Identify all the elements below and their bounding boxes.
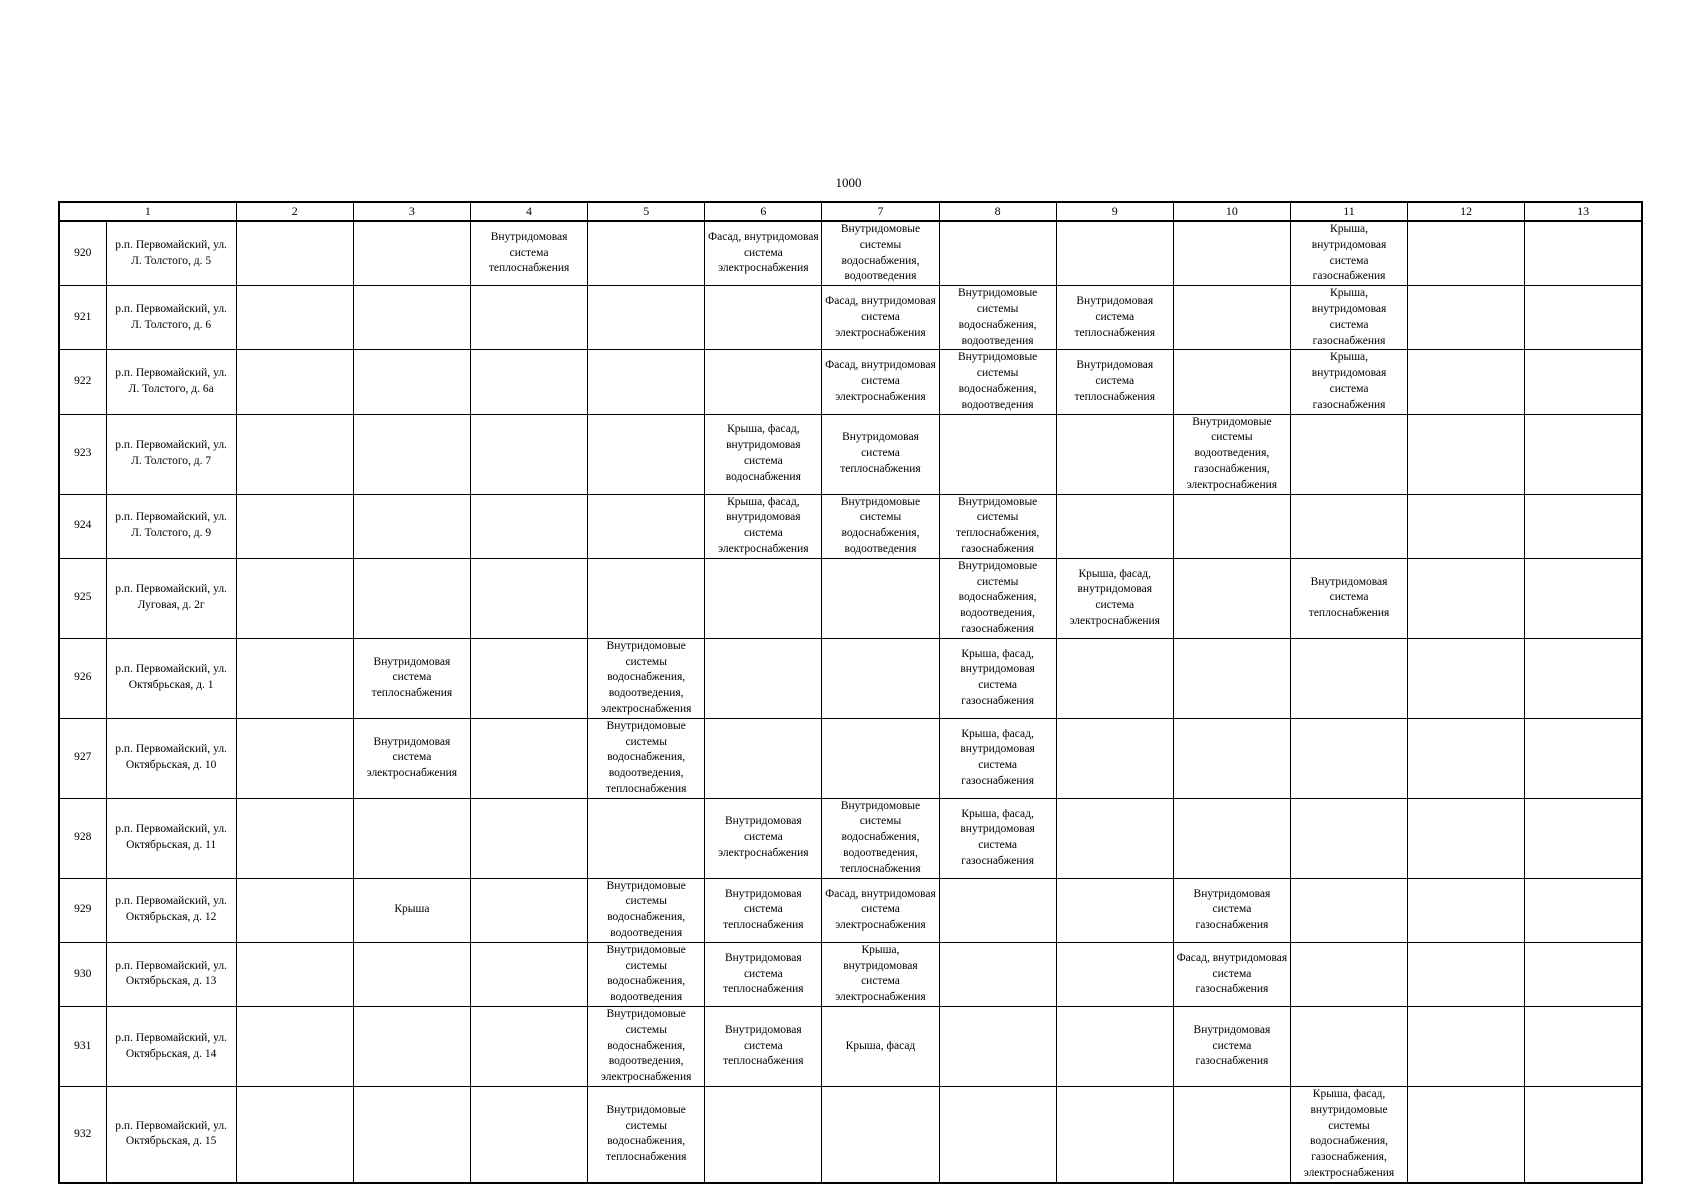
work-cell: Внутридомовые системы водоснабжения, водоотведения: [939, 286, 1056, 350]
work-cell: Крыша, фасад, внутридомовая система газоснабжения: [939, 638, 1056, 718]
row-number-cell: 929: [59, 878, 106, 942]
row-number-cell: 923: [59, 414, 106, 494]
work-cell: Внутридомовые системы водоснабжения, водоотведения: [588, 942, 705, 1006]
work-cell: [1290, 494, 1407, 558]
column-header: 4: [470, 202, 587, 221]
address-cell: р.п. Первомайский, ул. Октябрьская, д. 10: [106, 718, 236, 798]
row-number-cell: 924: [59, 494, 106, 558]
work-cell: [822, 1087, 939, 1183]
table-body: [59, 221, 1642, 1183]
work-cell: [705, 350, 822, 414]
work-cell: [822, 558, 939, 638]
work-cell: [236, 494, 353, 558]
work-cell: [1525, 942, 1642, 1006]
work-cell: Внутридомовые системы теплоснабжения, газоснабжения: [939, 494, 1056, 558]
work-cell: [1056, 494, 1173, 558]
work-cell: [236, 558, 353, 638]
table-row: [59, 1087, 1642, 1183]
address-cell: р.п. Первомайский, ул. Октябрьская, д. 1: [106, 638, 236, 718]
work-cell: [236, 638, 353, 718]
work-cell: [588, 414, 705, 494]
work-cell: [1056, 1007, 1173, 1087]
table-row: [59, 494, 1642, 558]
work-cell: [236, 942, 353, 1006]
work-cell: [236, 798, 353, 878]
work-cell: [353, 798, 470, 878]
address-cell: р.п. Первомайский, ул. Октябрьская, д. 13: [106, 942, 236, 1006]
work-cell: [705, 286, 822, 350]
work-cell: [1525, 558, 1642, 638]
work-cell: Крыша, фасад: [822, 1007, 939, 1087]
work-cell: Крыша, фасад, внутридомовая система водоснабжения: [705, 414, 822, 494]
address-cell: р.п. Первомайский, ул. Октябрьская, д. 12: [106, 878, 236, 942]
row-number-cell: 922: [59, 350, 106, 414]
table-row: [59, 638, 1642, 718]
work-cell: [353, 414, 470, 494]
work-cell: [1408, 798, 1525, 878]
work-cell: Крыша, фасад, внутридомовая система электроснабжения: [1056, 558, 1173, 638]
work-cell: [1525, 798, 1642, 878]
work-cell: Внутридомовые системы водоснабжения, водоотведения: [822, 494, 939, 558]
table-row: [59, 350, 1642, 414]
work-cell: Фасад, внутридомовая система газоснабжения: [1173, 942, 1290, 1006]
work-cell: Крыша, фасад, внутридомовая система газоснабжения: [939, 798, 1056, 878]
work-cell: [939, 414, 1056, 494]
work-cell: Внутридомовые системы водоснабжения, водоотведения, электроснабжения: [588, 638, 705, 718]
column-header: 7: [822, 202, 939, 221]
work-cell: [1290, 414, 1407, 494]
work-cell: Внутридомовые системы водоснабжения, водоотведения: [939, 350, 1056, 414]
column-header: 5: [588, 202, 705, 221]
address-cell: р.п. Первомайский, ул. Октябрьская, д. 14: [106, 1007, 236, 1087]
work-cell: Внутридомовые системы водоснабжения, водоотведения, теплоснабжения: [822, 798, 939, 878]
work-cell: [939, 1087, 1056, 1183]
work-cell: Крыша, фасад, внутридомовая система газоснабжения: [939, 718, 1056, 798]
work-cell: [822, 638, 939, 718]
work-cell: [470, 350, 587, 414]
work-cell: [470, 1087, 587, 1183]
address-cell: р.п. Первомайский, ул. Л. Толстого, д. 6а: [106, 350, 236, 414]
work-cell: [1290, 798, 1407, 878]
work-cell: [1525, 878, 1642, 942]
work-cell: [822, 718, 939, 798]
work-cell: Внутридомовая система газоснабжения: [1173, 878, 1290, 942]
work-cell: [1056, 942, 1173, 1006]
row-number-cell: 925: [59, 558, 106, 638]
work-cell: [705, 558, 822, 638]
work-cell: [1525, 718, 1642, 798]
work-cell: [1408, 494, 1525, 558]
table-row: [59, 221, 1642, 286]
work-cell: Крыша, внутридомовая система газоснабжения: [1290, 221, 1407, 286]
work-cell: [353, 1087, 470, 1183]
work-cell: [1408, 942, 1525, 1006]
work-cell: [236, 1087, 353, 1183]
row-number-cell: 932: [59, 1087, 106, 1183]
column-header: 13: [1525, 202, 1642, 221]
work-cell: Внутридомовая система теплоснабжения: [470, 221, 587, 286]
work-cell: [353, 350, 470, 414]
work-cell: Внутридомовая система электроснабжения: [353, 718, 470, 798]
row-number-cell: 921: [59, 286, 106, 350]
table-row: [59, 798, 1642, 878]
table-row: [59, 1007, 1642, 1087]
work-cell: [939, 942, 1056, 1006]
work-cell: [1056, 221, 1173, 286]
row-number-cell: 928: [59, 798, 106, 878]
work-cell: [1408, 1087, 1525, 1183]
work-cell: [470, 286, 587, 350]
work-cell: [1408, 414, 1525, 494]
table-row: [59, 286, 1642, 350]
work-cell: Внутридомовая система теплоснабжения: [705, 878, 822, 942]
work-cell: Крыша, фасад, внутридомовая система электроснабжения: [705, 494, 822, 558]
work-cell: Внутридомовые системы водоснабжения, водоотведения, электроснабжения: [588, 1007, 705, 1087]
work-cell: [353, 558, 470, 638]
work-cell: [1408, 638, 1525, 718]
page-number: 1000: [835, 175, 862, 190]
work-cell: [1525, 1007, 1642, 1087]
work-cell: [1173, 558, 1290, 638]
work-cell: [1408, 350, 1525, 414]
address-cell: р.п. Первомайский, ул. Луговая, д. 2г: [106, 558, 236, 638]
table-row: [59, 942, 1642, 1006]
work-cell: [588, 558, 705, 638]
work-cell: [588, 286, 705, 350]
work-cell: [1408, 221, 1525, 286]
work-cell: [353, 286, 470, 350]
work-cell: [353, 494, 470, 558]
work-cell: [588, 221, 705, 286]
row-number-cell: 920: [59, 221, 106, 286]
work-cell: Внутридомовая система теплоснабжения: [705, 942, 822, 1006]
row-number-cell: 931: [59, 1007, 106, 1087]
work-cell: [1056, 798, 1173, 878]
work-cell: [353, 1007, 470, 1087]
table-row: [59, 718, 1642, 798]
work-cell: [1290, 638, 1407, 718]
work-cell: [705, 1087, 822, 1183]
work-cell: [1525, 221, 1642, 286]
work-cell: [1056, 414, 1173, 494]
row-number-cell: 930: [59, 942, 106, 1006]
work-cell: [236, 221, 353, 286]
work-cell: [939, 221, 1056, 286]
work-cell: [1525, 414, 1642, 494]
repair-schedule-table: [58, 201, 1643, 1184]
work-cell: [236, 350, 353, 414]
work-cell: [1525, 286, 1642, 350]
address-cell: р.п. Первомайский, ул. Л. Толстого, д. 6: [106, 286, 236, 350]
work-cell: [236, 1007, 353, 1087]
column-header: 2: [236, 202, 353, 221]
work-cell: [1290, 878, 1407, 942]
work-cell: [470, 558, 587, 638]
work-cell: Внутридомовые системы водоотведения, газоснабжения, электроснабжения: [1173, 414, 1290, 494]
work-cell: [1408, 558, 1525, 638]
column-header: 3: [353, 202, 470, 221]
work-cell: [1408, 1007, 1525, 1087]
column-header: 1: [59, 202, 236, 221]
work-cell: [705, 638, 822, 718]
row-number-cell: 926: [59, 638, 106, 718]
work-cell: [588, 350, 705, 414]
work-cell: Внутридомовая система электроснабжения: [705, 798, 822, 878]
work-cell: [353, 221, 470, 286]
work-cell: [588, 494, 705, 558]
work-cell: [1173, 798, 1290, 878]
work-cell: Крыша, внутридомовая система электроснабжения: [822, 942, 939, 1006]
work-cell: [1056, 878, 1173, 942]
work-cell: Фасад, внутридомовая система электроснабжения: [822, 878, 939, 942]
work-cell: [236, 414, 353, 494]
work-cell: Внутридомовые системы водоснабжения, водоотведения, теплоснабжения: [588, 718, 705, 798]
work-cell: [1056, 638, 1173, 718]
work-cell: [1173, 350, 1290, 414]
work-cell: Фасад, внутридомовая система электроснабжения: [822, 286, 939, 350]
address-cell: р.п. Первомайский, ул. Октябрьская, д. 11: [106, 798, 236, 878]
work-cell: [1290, 718, 1407, 798]
address-cell: р.п. Первомайский, ул. Л. Толстого, д. 9: [106, 494, 236, 558]
column-header: 11: [1290, 202, 1407, 221]
work-cell: Внутридомовая система газоснабжения: [1173, 1007, 1290, 1087]
work-cell: Внутридомовая система теплоснабжения: [353, 638, 470, 718]
work-cell: Крыша, внутридомовая система газоснабжения: [1290, 286, 1407, 350]
work-cell: [1173, 286, 1290, 350]
work-cell: Крыша, внутридомовая система газоснабжения: [1290, 350, 1407, 414]
work-cell: [236, 286, 353, 350]
work-cell: [1408, 878, 1525, 942]
work-cell: [470, 494, 587, 558]
work-cell: Фасад, внутридомовая система электроснабжения: [822, 350, 939, 414]
table-row: [59, 558, 1642, 638]
work-cell: [939, 1007, 1056, 1087]
column-header: 10: [1173, 202, 1290, 221]
work-cell: Крыша, фасад, внутридомовые системы водоснабжения, газоснабжения, электроснабжения: [1290, 1087, 1407, 1183]
work-cell: [705, 718, 822, 798]
work-cell: [470, 878, 587, 942]
work-cell: Внутридомовые системы водоснабжения, водоотведения: [822, 221, 939, 286]
work-cell: [470, 1007, 587, 1087]
column-header: 8: [939, 202, 1056, 221]
work-cell: Внутридомовые системы водоснабжения, теплоснабжения: [588, 1087, 705, 1183]
work-cell: [470, 414, 587, 494]
column-header: 6: [705, 202, 822, 221]
work-cell: Крыша: [353, 878, 470, 942]
work-cell: Внутридомовая система теплоснабжения: [1056, 286, 1173, 350]
address-cell: р.п. Первомайский, ул. Л. Толстого, д. 7: [106, 414, 236, 494]
work-cell: Внутридомовые системы водоснабжения, водоотведения, газоснабжения: [939, 558, 1056, 638]
column-header: 12: [1408, 202, 1525, 221]
work-cell: Внутридомовая система теплоснабжения: [705, 1007, 822, 1087]
work-cell: [1173, 221, 1290, 286]
work-cell: Фасад, внутридомовая система электроснабжения: [705, 221, 822, 286]
work-cell: [470, 638, 587, 718]
work-cell: [470, 942, 587, 1006]
work-cell: [1173, 494, 1290, 558]
work-cell: [1173, 718, 1290, 798]
row-number-cell: 927: [59, 718, 106, 798]
work-cell: [470, 718, 587, 798]
work-cell: [939, 878, 1056, 942]
address-cell: р.п. Первомайский, ул. Л. Толстого, д. 5: [106, 221, 236, 286]
work-cell: [1290, 942, 1407, 1006]
address-cell: р.п. Первомайский, ул. Октябрьская, д. 15: [106, 1087, 236, 1183]
header-row: [59, 202, 1642, 221]
work-cell: Внутридомовая система теплоснабжения: [1056, 350, 1173, 414]
work-cell: Внутридомовая система теплоснабжения: [822, 414, 939, 494]
work-cell: [1290, 1007, 1407, 1087]
work-cell: [1173, 1087, 1290, 1183]
table-row: [59, 414, 1642, 494]
work-cell: [1056, 718, 1173, 798]
work-cell: [1056, 1087, 1173, 1183]
work-cell: [1173, 638, 1290, 718]
table-row: [59, 878, 1642, 942]
column-header: 9: [1056, 202, 1173, 221]
work-cell: [1525, 494, 1642, 558]
work-cell: [1525, 350, 1642, 414]
work-cell: [236, 878, 353, 942]
work-cell: [1408, 718, 1525, 798]
work-cell: [236, 718, 353, 798]
work-cell: [1408, 286, 1525, 350]
work-cell: [588, 798, 705, 878]
work-cell: Внутридомовые системы водоснабжения, водоотведения: [588, 878, 705, 942]
work-cell: Внутридомовая система теплоснабжения: [1290, 558, 1407, 638]
work-cell: [1525, 1087, 1642, 1183]
work-cell: [1525, 638, 1642, 718]
work-cell: [470, 798, 587, 878]
work-cell: [353, 942, 470, 1006]
